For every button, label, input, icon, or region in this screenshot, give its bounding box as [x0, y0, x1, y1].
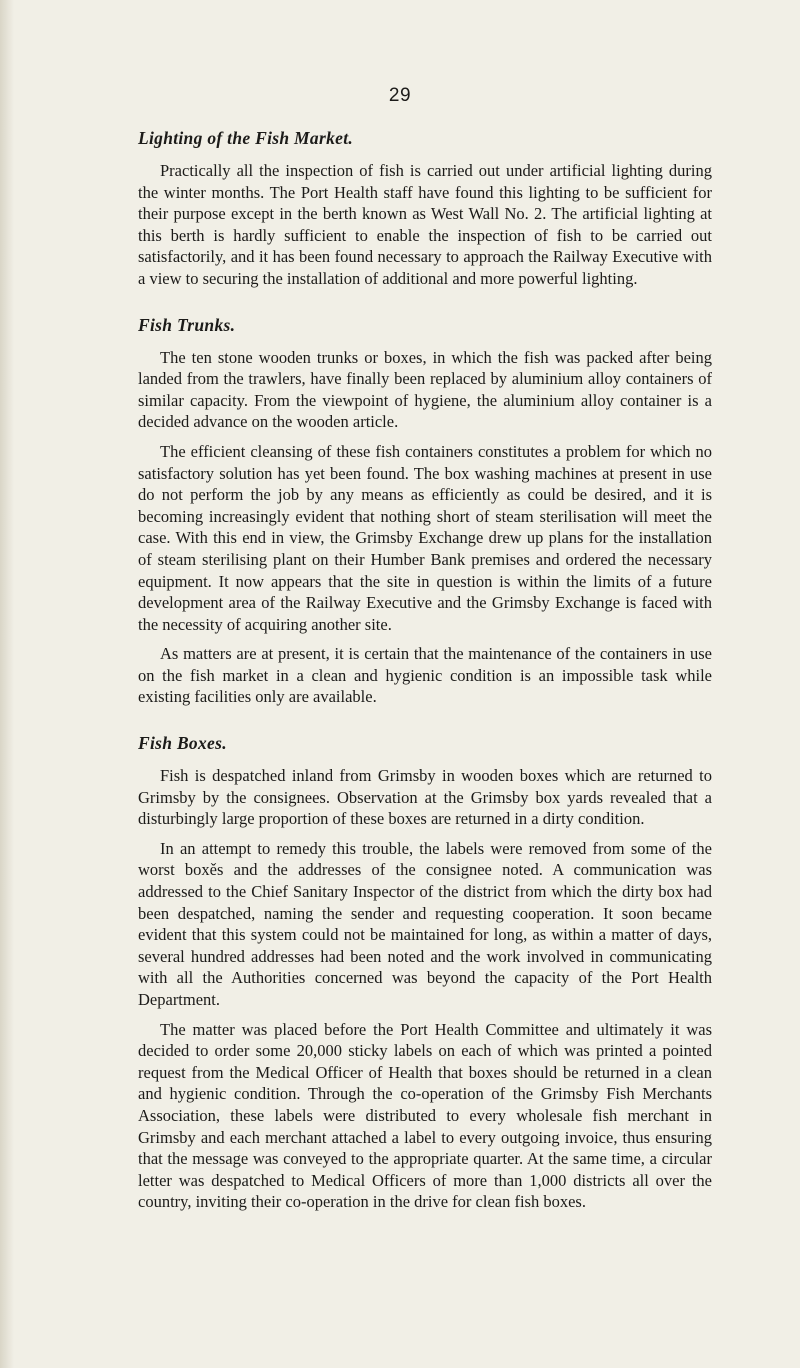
paragraph: The ten stone wooden trunks or boxes, in which the fish was packed after being landed from the trawlers, have finally been replaced by aluminium alloy containers of similar capacity. From the viewpoint of hygiene, the aluminium alloy container is a decided advance on the wooden article. — [138, 347, 712, 432]
section-title: Fish Boxes. — [138, 733, 227, 754]
page-number: 29 — [388, 85, 412, 106]
page-edge-shadow — [0, 0, 14, 1368]
paragraph: Practically all the inspection of fish is carried out under artificial lighting during the winter months. The Port Health staff have found this lighting to be sufficient for their purpose except in the berth known as West Wall No. 2. The artificial lighting at this berth is hardly sufficient to enable the inspection of fish to be carried out satisfactorily, and it has been found necessary to approach the Railway Executive with a view to securing the installation of additional and more powerful lighting. — [138, 161, 712, 288]
section-fish-boxes — [138, 732, 712, 1213]
paragraph: As matters are at present, it is certain that the maintenance of the containers in use on the fish market in a clean and hygienic condition is an impossible task while existing facilities only are available. — [138, 644, 712, 707]
paragraph: In an attempt to remedy this trouble, the labels were removed from some of the worst boxěs and the addresses of the consignee noted. A communication was addressed to the Chief Sanitary Inspector of the district from which the dirty box had been despatched, naming the sender and requesting cooperation. It soon became evident that this system could not be maintained for long, as within a matter of days, several hundred addresses had been noted and the work involved in communicating with all the Authorities concerned was beyond the capacity of the Port Health Department. — [138, 838, 712, 1009]
paragraph: The efficient cleansing of these fish containers constitutes a problem for which no satisfactory solution has yet been found. The box washing machines at present in use do not perform the job by any means as efficiently as could be desired, and it is becoming increasingly evident that nothing short of steam sterilisation will meet the case. With this end in view, the Grimsby Exchange drew up plans for the installation of steam sterilising plant on their Humber Bank premises and ordered the necessary equipment. It now appears that the site in question is within the limits of a future development area of the Railway Executive and the Grimsby Exchange is faced with the necessity of acquiring another site. — [138, 441, 712, 634]
paragraph: The matter was placed before the Port Health Committee and ultimately it was decided to order some 20,000 sticky labels on each of which was printed a pointed request from the Medical Officer of Health that boxes should be returned in a clean and hygienic condition. Through the co-operation of the Grimsby Fish Merchants Association, these labels were distributed to every wholesale fish merchant in Grimsby and each merchant attached a label to every outgoing invoice, thus ensuring that the message was conveyed to the appropriate quarter. At the same time, a circular letter was despatched to Medical Officers of more than 1,000 districts all over the country, inviting their co-operation in the drive for clean fish boxes. — [138, 1019, 712, 1212]
section-lighting — [138, 127, 712, 290]
section-title: Lighting of the Fish Market. — [138, 128, 354, 148]
section-fish-trunks — [138, 314, 712, 709]
section-title: Fish Trunks. — [138, 314, 236, 335]
page-content — [138, 127, 712, 1237]
paragraph: Fish is despatched inland from Grimsby in wooden boxes which are returned to Grimsby by the consignees. Observation at the Grimsby box yards revealed that a disturbingly large proportion of these boxes are returned in a dirty condition. — [138, 766, 712, 829]
